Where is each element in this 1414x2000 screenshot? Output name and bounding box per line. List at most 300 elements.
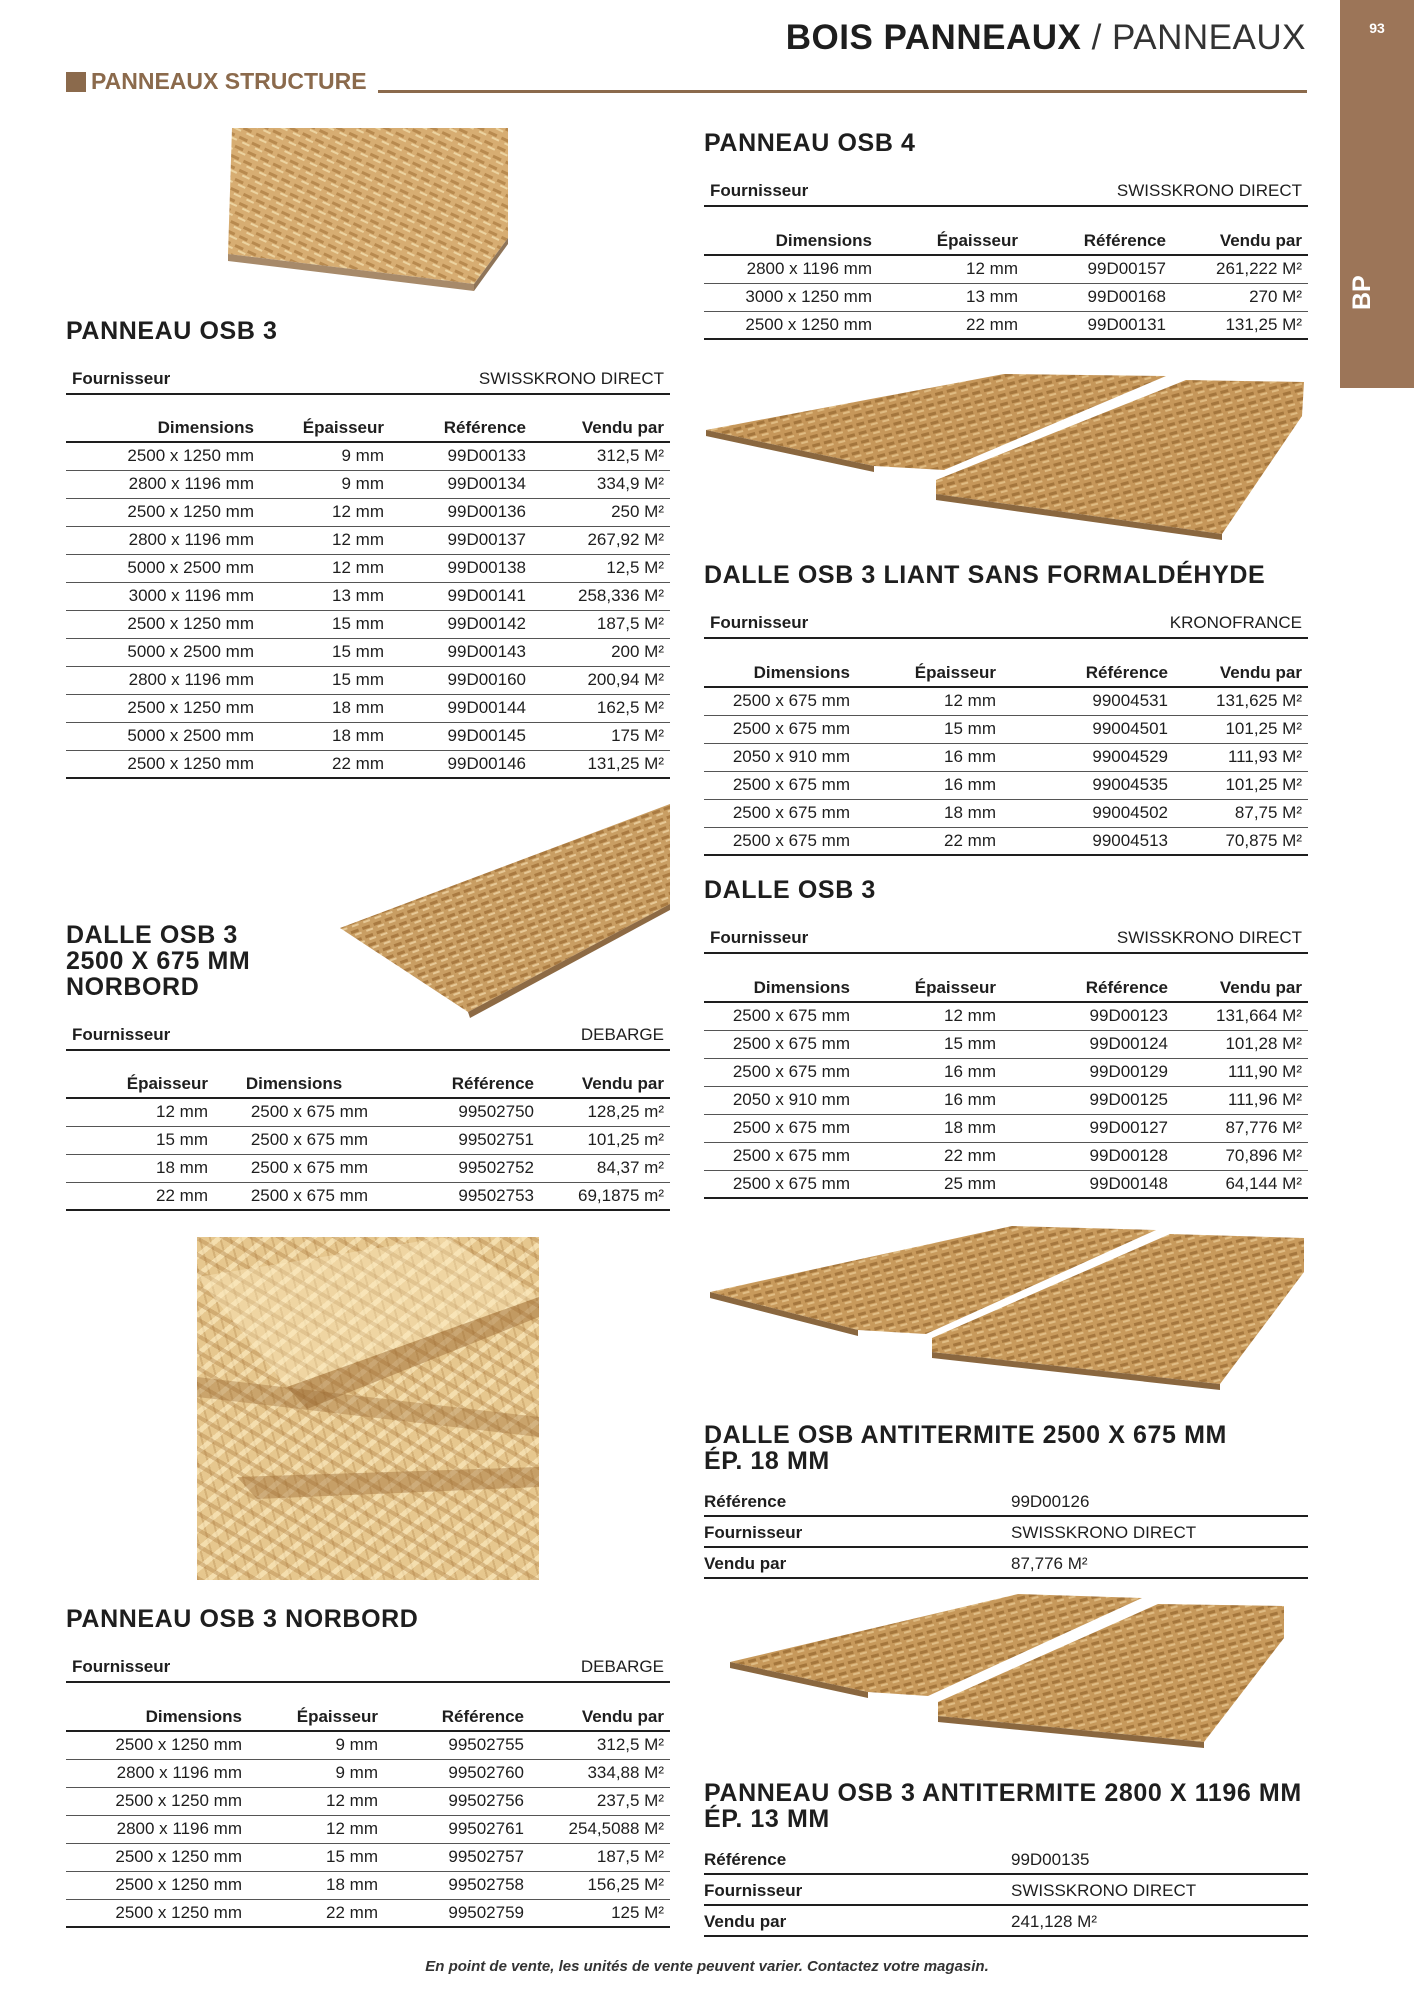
- table-cell: 99D00124: [1002, 1030, 1174, 1058]
- table-cell: 2500 x 1250 mm: [66, 1787, 248, 1815]
- table-row: [704, 799, 1308, 827]
- table-cell: 99004502: [1002, 799, 1174, 827]
- table-cell: 18 mm: [260, 722, 390, 750]
- table-cell: 2500 x 1250 mm: [66, 694, 260, 722]
- chapter-label: BP: [1348, 275, 1376, 310]
- table-cell: 18 mm: [66, 1154, 214, 1182]
- table-row: [66, 1098, 670, 1126]
- detail-row: [704, 1486, 1308, 1517]
- header-title-light: PANNEAUX: [1112, 18, 1306, 57]
- table-cell: 70,875 M²: [1174, 827, 1308, 855]
- table-cell: 99004531: [1002, 687, 1174, 715]
- osb-closeup-image: [197, 1237, 539, 1580]
- osb3-norbord-supplier-label: Fournisseur: [72, 1657, 171, 1676]
- table-cell: 99D00143: [390, 638, 532, 666]
- table-row: [704, 1002, 1308, 1030]
- table-cell: 312,5 M²: [532, 442, 670, 470]
- table-row: [704, 771, 1308, 799]
- table-cell: 15 mm: [856, 715, 1002, 743]
- table-cell: 9 mm: [260, 470, 390, 498]
- table-cell: 99502757: [384, 1843, 530, 1871]
- dalle-norbord-table-body: [66, 1098, 670, 1210]
- table-row: [66, 610, 670, 638]
- table-cell: 2500 x 675 mm: [214, 1154, 374, 1182]
- table-row: [66, 1731, 670, 1759]
- dalle-antitermite-details: [704, 1486, 1308, 1579]
- table-cell: 2500 x 1250 mm: [66, 498, 260, 526]
- dalle-liant-supplier-label: Fournisseur: [710, 613, 809, 632]
- table-row: [66, 1843, 670, 1871]
- table-cell: 64,144 M²: [1174, 1170, 1308, 1198]
- table-cell: 18 mm: [856, 1114, 1002, 1142]
- table-cell: 2500 x 675 mm: [704, 1058, 856, 1086]
- table-cell: 131,25 M²: [1172, 311, 1308, 339]
- dalle-norbord-title-line: 2500 X 675 MM: [66, 947, 251, 975]
- table-cell: 187,5 M²: [530, 1843, 670, 1871]
- table-row: [66, 442, 670, 470]
- column-header: Vendu par: [1174, 663, 1308, 687]
- column-header: Épaisseur: [66, 1074, 214, 1098]
- table-cell: 2500 x 1250 mm: [66, 1843, 248, 1871]
- table-row: [66, 638, 670, 666]
- column-header: Vendu par: [532, 418, 670, 442]
- table-cell: 162,5 M²: [532, 694, 670, 722]
- table-cell: 2500 x 1250 mm: [66, 1731, 248, 1759]
- table-cell: 267,92 M²: [532, 526, 670, 554]
- osb3-supplier-row: [66, 369, 670, 395]
- dalle-liant-supplier-row: [704, 613, 1308, 639]
- osb-boards-image-1: [704, 370, 1308, 540]
- table-cell: 99D00128: [1002, 1142, 1174, 1170]
- detail-row: [704, 1517, 1308, 1548]
- table-cell: 16 mm: [856, 743, 1002, 771]
- table-cell: 12,5 M²: [532, 554, 670, 582]
- table-cell: 13 mm: [260, 582, 390, 610]
- table-cell: 99D00131: [1024, 311, 1172, 339]
- dalle-antitermite-title-line: DALLE OSB ANTITERMITE 2500 X 675 MM: [704, 1421, 1227, 1449]
- table-cell: 2500 x 1250 mm: [66, 750, 260, 778]
- column-header: Épaisseur: [856, 663, 1002, 687]
- detail-value: SWISSKRONO DIRECT: [1011, 1523, 1197, 1542]
- section-square-icon: [66, 72, 86, 92]
- column-header: Vendu par: [540, 1074, 670, 1098]
- table-cell: 99502759: [384, 1899, 530, 1927]
- table-cell: 2500 x 1250 mm: [704, 311, 878, 339]
- table-row: [704, 827, 1308, 855]
- table-cell: 101,25 m²: [540, 1126, 670, 1154]
- section-title: [66, 68, 367, 95]
- panneau-antitermite-title-line: PANNEAU OSB 3 ANTITERMITE 2800 X 1196 MM: [704, 1779, 1302, 1807]
- table-cell: 22 mm: [856, 827, 1002, 855]
- osb-boards-image-3: [728, 1590, 1288, 1750]
- table-cell: 84,37 m²: [540, 1154, 670, 1182]
- table-row: [66, 1899, 670, 1927]
- column-header: Épaisseur: [856, 978, 1002, 1002]
- table-cell: 128,25 m²: [540, 1098, 670, 1126]
- table-row: [66, 1815, 670, 1843]
- osb3-supplier-label: Fournisseur: [72, 369, 171, 388]
- section-divider: [378, 90, 1307, 93]
- detail-row: [704, 1844, 1308, 1875]
- table-cell: 99D00157: [1024, 255, 1172, 283]
- table-row: [66, 470, 670, 498]
- osb3-supplier-value: SWISSKRONO DIRECT: [478, 369, 664, 388]
- header-title-bold: BOIS PANNEAUX: [785, 18, 1082, 57]
- table-cell: 99502761: [384, 1815, 530, 1843]
- table-row: [704, 1086, 1308, 1114]
- table-cell: 69,1875 m²: [540, 1182, 670, 1210]
- table-cell: 99004513: [1002, 827, 1174, 855]
- column-header: Dimensions: [704, 663, 856, 687]
- osb3-table-body: [66, 442, 670, 778]
- table-cell: 131,664 M²: [1174, 1002, 1308, 1030]
- table-cell: 237,5 M²: [530, 1787, 670, 1815]
- table-row: [704, 1030, 1308, 1058]
- table-cell: 15 mm: [260, 638, 390, 666]
- table-cell: 70,896 M²: [1174, 1142, 1308, 1170]
- osb3-norbord-supplier-value: DEBARGE: [580, 1657, 664, 1676]
- detail-label: Vendu par: [704, 1912, 787, 1931]
- column-header: Dimensions: [704, 978, 856, 1002]
- table-cell: 12 mm: [248, 1815, 384, 1843]
- column-header: Épaisseur: [878, 231, 1024, 255]
- dalle-norbord-title-line: NORBORD: [66, 973, 200, 1001]
- table-row: [66, 1759, 670, 1787]
- table-cell: 2500 x 1250 mm: [66, 1871, 248, 1899]
- table-cell: 15 mm: [260, 610, 390, 638]
- page-number: 93: [1369, 20, 1385, 36]
- table-cell: 99502756: [384, 1787, 530, 1815]
- table-cell: 2500 x 675 mm: [704, 1142, 856, 1170]
- table-cell: 2500 x 675 mm: [214, 1126, 374, 1154]
- table-header-row: [704, 663, 1308, 687]
- table-cell: 99D00168: [1024, 283, 1172, 311]
- detail-value: 99D00135: [1011, 1850, 1090, 1869]
- dalle-osb3-supplier-label: Fournisseur: [710, 928, 809, 947]
- table-cell: 99004529: [1002, 743, 1174, 771]
- table-cell: 22 mm: [248, 1899, 384, 1927]
- table-cell: 3000 x 1250 mm: [704, 283, 878, 311]
- dalle-osb3-table-body: [704, 1002, 1308, 1198]
- column-header: Vendu par: [1174, 978, 1308, 1002]
- table-row: [704, 715, 1308, 743]
- dalle-norbord-supplier-label: Fournisseur: [72, 1025, 171, 1044]
- table-cell: 250 M²: [532, 498, 670, 526]
- table-header-row: [66, 1707, 670, 1731]
- table-cell: 2800 x 1196 mm: [66, 1815, 248, 1843]
- table-cell: 9 mm: [248, 1759, 384, 1787]
- table-cell: 9 mm: [260, 442, 390, 470]
- table-cell: 3000 x 1196 mm: [66, 582, 260, 610]
- table-cell: 12 mm: [856, 687, 1002, 715]
- table-cell: 99D00160: [390, 666, 532, 694]
- table-cell: 2800 x 1196 mm: [66, 526, 260, 554]
- table-cell: 101,28 M²: [1174, 1030, 1308, 1058]
- table-cell: 99D00137: [390, 526, 532, 554]
- table-cell: 18 mm: [260, 694, 390, 722]
- osb4-table: [704, 231, 1308, 340]
- table-cell: 254,5088 M²: [530, 1815, 670, 1843]
- table-cell: 87,776 M²: [1174, 1114, 1308, 1142]
- table-cell: 270 M²: [1172, 283, 1308, 311]
- column-header: Épaisseur: [248, 1707, 384, 1731]
- dalle-norbord-supplier-value: DEBARGE: [580, 1025, 664, 1044]
- table-cell: 2500 x 675 mm: [214, 1098, 374, 1126]
- table-cell: 99D00136: [390, 498, 532, 526]
- table-cell: 99D00133: [390, 442, 532, 470]
- chapter-tab: [1340, 0, 1414, 388]
- table-cell: 99502752: [374, 1154, 540, 1182]
- column-header: Vendu par: [1172, 231, 1308, 255]
- column-header: Référence: [1002, 663, 1174, 687]
- table-cell: 2800 x 1196 mm: [66, 1759, 248, 1787]
- osb3-table: [66, 418, 670, 779]
- table-row: [704, 687, 1308, 715]
- table-cell: 2500 x 1250 mm: [66, 442, 260, 470]
- table-cell: 2500 x 675 mm: [704, 1002, 856, 1030]
- table-row: [704, 743, 1308, 771]
- table-cell: 12 mm: [856, 1002, 1002, 1030]
- table-cell: 12 mm: [248, 1787, 384, 1815]
- table-cell: 9 mm: [248, 1731, 384, 1759]
- table-cell: 2500 x 675 mm: [704, 1170, 856, 1198]
- table-cell: 22 mm: [66, 1182, 214, 1210]
- table-cell: 12 mm: [66, 1098, 214, 1126]
- table-cell: 99502750: [374, 1098, 540, 1126]
- table-cell: 200,94 M²: [532, 666, 670, 694]
- osb4-title: PANNEAU OSB 4: [704, 129, 916, 157]
- detail-row: [704, 1548, 1308, 1579]
- table-cell: 16 mm: [856, 771, 1002, 799]
- table-row: [66, 526, 670, 554]
- column-header: Référence: [390, 418, 532, 442]
- table-row: [66, 1182, 670, 1210]
- detail-value: 99D00126: [1011, 1492, 1090, 1511]
- column-header: Référence: [1024, 231, 1172, 255]
- table-cell: 99D00123: [1002, 1002, 1174, 1030]
- dalle-norbord-supplier-row: [66, 1025, 670, 1051]
- page-header: [786, 18, 1306, 58]
- table-cell: 99D00148: [1002, 1170, 1174, 1198]
- detail-label: Vendu par: [704, 1554, 787, 1573]
- table-cell: 334,88 M²: [530, 1759, 670, 1787]
- osb3-title: PANNEAU OSB 3: [66, 317, 278, 345]
- dalle-antitermite-title: [704, 1422, 1227, 1474]
- osb3-norbord-table: [66, 1707, 670, 1928]
- table-cell: 16 mm: [856, 1086, 1002, 1114]
- table-row: [66, 498, 670, 526]
- table-cell: 16 mm: [856, 1058, 1002, 1086]
- dalle-liant-table: [704, 663, 1308, 856]
- table-cell: 15 mm: [66, 1126, 214, 1154]
- table-cell: 5000 x 2500 mm: [66, 638, 260, 666]
- table-cell: 125 M²: [530, 1899, 670, 1927]
- osb3-norbord-title: PANNEAU OSB 3 NORBORD: [66, 1605, 419, 1633]
- table-cell: 99502751: [374, 1126, 540, 1154]
- detail-row: [704, 1906, 1308, 1937]
- table-cell: 2500 x 675 mm: [704, 687, 856, 715]
- table-row: [66, 694, 670, 722]
- table-row: [704, 1170, 1308, 1198]
- dalle-norbord-image: [340, 800, 670, 1020]
- table-row: [66, 750, 670, 778]
- table-cell: 258,336 M²: [532, 582, 670, 610]
- table-row: [66, 582, 670, 610]
- table-cell: 99D00142: [390, 610, 532, 638]
- table-header-row: [66, 418, 670, 442]
- table-cell: 15 mm: [248, 1843, 384, 1871]
- table-cell: 99D00134: [390, 470, 532, 498]
- table-cell: 99502755: [384, 1731, 530, 1759]
- table-cell: 22 mm: [878, 311, 1024, 339]
- osb-boards-image-2: [708, 1222, 1308, 1392]
- table-cell: 156,25 M²: [530, 1871, 670, 1899]
- dalle-norbord-table: [66, 1074, 670, 1211]
- detail-value: 87,776 M²: [1011, 1554, 1088, 1573]
- osb3-panel-image: [228, 128, 510, 293]
- detail-row: [704, 1875, 1308, 1906]
- table-cell: 12 mm: [260, 554, 390, 582]
- dalle-liant-table-body: [704, 687, 1308, 855]
- table-cell: 131,25 M²: [532, 750, 670, 778]
- table-cell: 334,9 M²: [532, 470, 670, 498]
- table-cell: 22 mm: [260, 750, 390, 778]
- footer-note: En point de vente, les unités de vente peuvent varier. Contactez votre magasin.: [425, 1958, 989, 1975]
- table-cell: 15 mm: [856, 1030, 1002, 1058]
- table-cell: 12 mm: [878, 255, 1024, 283]
- dalle-antitermite-title-line: ÉP. 18 MM: [704, 1447, 830, 1475]
- dalle-liant-supplier-value: KRONOFRANCE: [1169, 613, 1302, 632]
- column-header: Dimensions: [66, 1707, 248, 1731]
- table-cell: 13 mm: [878, 283, 1024, 311]
- dalle-osb3-title: DALLE OSB 3: [704, 876, 876, 904]
- table-cell: 2500 x 675 mm: [704, 799, 856, 827]
- column-header: Dimensions: [704, 231, 878, 255]
- table-cell: 99502758: [384, 1871, 530, 1899]
- table-cell: 2500 x 675 mm: [704, 715, 856, 743]
- table-cell: 200 M²: [532, 638, 670, 666]
- column-header: Épaisseur: [260, 418, 390, 442]
- table-cell: 99502753: [374, 1182, 540, 1210]
- table-cell: 99D00145: [390, 722, 532, 750]
- table-cell: 2500 x 675 mm: [704, 771, 856, 799]
- table-cell: 99D00141: [390, 582, 532, 610]
- section-title-text: PANNEAUX STRUCTURE: [91, 68, 367, 94]
- dalle-norbord-title: [66, 922, 250, 1000]
- detail-value: SWISSKRONO DIRECT: [1011, 1881, 1197, 1900]
- table-cell: 15 mm: [260, 666, 390, 694]
- table-cell: 87,75 M²: [1174, 799, 1308, 827]
- dalle-osb3-supplier-row: [704, 928, 1308, 954]
- table-cell: 101,25 M²: [1174, 715, 1308, 743]
- table-cell: 99D00125: [1002, 1086, 1174, 1114]
- table-row: [704, 1142, 1308, 1170]
- column-header: Référence: [1002, 978, 1174, 1002]
- table-cell: 99004535: [1002, 771, 1174, 799]
- table-cell: 2800 x 1196 mm: [66, 666, 260, 694]
- table-cell: 99502760: [384, 1759, 530, 1787]
- table-row: [66, 1787, 670, 1815]
- table-cell: 101,25 M²: [1174, 771, 1308, 799]
- table-cell: 2800 x 1196 mm: [66, 470, 260, 498]
- table-header-row: [66, 1074, 670, 1098]
- table-cell: 18 mm: [856, 799, 1002, 827]
- table-cell: 2500 x 1250 mm: [66, 1899, 248, 1927]
- table-cell: 187,5 M²: [532, 610, 670, 638]
- column-header: Dimensions: [214, 1074, 374, 1098]
- table-cell: 2500 x 675 mm: [704, 1030, 856, 1058]
- table-cell: 111,93 M²: [1174, 743, 1308, 771]
- dalle-norbord-title-line: DALLE OSB 3: [66, 921, 238, 949]
- table-cell: 12 mm: [260, 498, 390, 526]
- table-cell: 2500 x 675 mm: [704, 827, 856, 855]
- table-cell: 2500 x 1250 mm: [66, 610, 260, 638]
- column-header: Référence: [374, 1074, 540, 1098]
- panneau-antitermite-title-line: ÉP. 13 MM: [704, 1805, 830, 1833]
- table-row: [66, 666, 670, 694]
- detail-value: 241,128 M²: [1011, 1912, 1097, 1931]
- table-row: [704, 1058, 1308, 1086]
- header-separator: /: [1081, 18, 1113, 57]
- osb4-supplier-label: Fournisseur: [710, 181, 809, 200]
- table-row: [66, 554, 670, 582]
- table-cell: 2050 x 910 mm: [704, 1086, 856, 1114]
- table-cell: 25 mm: [856, 1170, 1002, 1198]
- table-cell: 111,96 M²: [1174, 1086, 1308, 1114]
- table-cell: 99D00129: [1002, 1058, 1174, 1086]
- table-cell: 175 M²: [532, 722, 670, 750]
- column-header: Dimensions: [66, 418, 260, 442]
- table-cell: 2500 x 675 mm: [214, 1182, 374, 1210]
- osb4-table-body: [704, 255, 1308, 339]
- detail-label: Référence: [704, 1492, 787, 1511]
- table-cell: 12 mm: [260, 526, 390, 554]
- table-cell: 2050 x 910 mm: [704, 743, 856, 771]
- dalle-osb3-table: [704, 978, 1308, 1199]
- table-cell: 99004501: [1002, 715, 1174, 743]
- dalle-liant-title: DALLE OSB 3 LIANT SANS FORMALDÉHYDE: [704, 561, 1266, 589]
- table-cell: 22 mm: [856, 1142, 1002, 1170]
- table-cell: 18 mm: [248, 1871, 384, 1899]
- table-row: [66, 1871, 670, 1899]
- table-cell: 99D00144: [390, 694, 532, 722]
- column-header: Référence: [384, 1707, 530, 1731]
- table-cell: 312,5 M²: [530, 1731, 670, 1759]
- detail-label: Fournisseur: [704, 1523, 803, 1542]
- table-header-row: [704, 978, 1308, 1002]
- table-cell: 99D00127: [1002, 1114, 1174, 1142]
- table-cell: 5000 x 2500 mm: [66, 554, 260, 582]
- table-row: [704, 283, 1308, 311]
- osb3-norbord-table-body: [66, 1731, 670, 1927]
- column-header: Vendu par: [530, 1707, 670, 1731]
- table-row: [66, 722, 670, 750]
- table-cell: 5000 x 2500 mm: [66, 722, 260, 750]
- detail-label: Fournisseur: [704, 1881, 803, 1900]
- table-cell: 111,90 M²: [1174, 1058, 1308, 1086]
- osb4-supplier-row: [704, 181, 1308, 207]
- table-cell: 261,222 M²: [1172, 255, 1308, 283]
- table-header-row: [704, 231, 1308, 255]
- table-row: [704, 255, 1308, 283]
- table-row: [704, 1114, 1308, 1142]
- osb3-norbord-supplier-row: [66, 1657, 670, 1683]
- table-row: [66, 1126, 670, 1154]
- dalle-osb3-supplier-value: SWISSKRONO DIRECT: [1116, 928, 1302, 947]
- table-row: [704, 311, 1308, 339]
- osb4-supplier-value: SWISSKRONO DIRECT: [1116, 181, 1302, 200]
- table-cell: 99D00138: [390, 554, 532, 582]
